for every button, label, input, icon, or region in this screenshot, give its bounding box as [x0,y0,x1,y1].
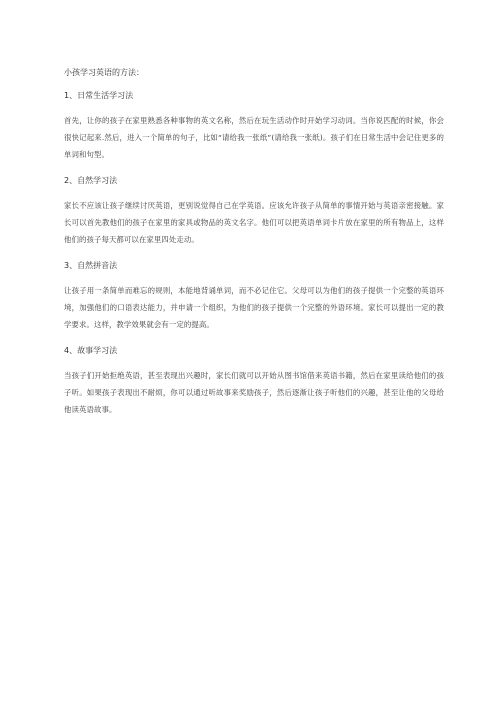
section-natural-learning [64,175,444,248]
section-heading: 2、自然学习法 [64,176,118,185]
section-body: 当孩子们开始拒绝英语，甚至表现出兴趣时，家长们就可以开始从图书馆借来英语书籍，然后在家里读给他们的孩子听。如果孩子表现出不耐烦，你可以通过听故事来奖励孩子，然后逐渐让孩子听他们的兴趣，甚至让他的父母给他读英语故事。 [64,371,444,414]
section-heading: 3、自然拼音法 [64,261,118,270]
section-story-learning [64,345,444,418]
section-heading: 1、日常生活学习法 [64,91,134,100]
document-title: 小孩学习英语的方法： [64,68,144,77]
section-phonics [64,260,444,333]
section-heading: 4、故事学习法 [64,346,118,355]
section-body: 首先，让你的孩子在家里熟悉各种事物的英文名称，然后在玩生活动作时开始学习动词。当你说匹配的时候，你会很快记起来.然后，进入一个简单的句子，比如“请给我一张纸”(请给我一张纸)。孩子们在日常生活中会记住更多的单词和句型。 [64,116,444,159]
section-daily-life [64,90,444,163]
section-body: 家长不应该让孩子继续讨厌英语，更别说觉得自己在学英语。应该允许孩子从简单的事情开始与英语亲密接触。家长可以首先教他们的孩子在家里的家具或物品的英文名字。他们可以把英语单词卡片放在家里的所有物品上，这样他们的孩子每天都可以在家里四处走动。 [64,201,444,244]
section-body: 让孩子用一条简单而难忘的规则，本能地背诵单词，而不必记住它。父母可以为他们的孩子提供一个完整的英语环境，加强他们的口语表达能力，并申请一个组织，为他们的孩子提供一个完整的外语环境。家长可以提出一定的教学要求。这样，教学效果就会有一定的提高。 [64,286,444,329]
